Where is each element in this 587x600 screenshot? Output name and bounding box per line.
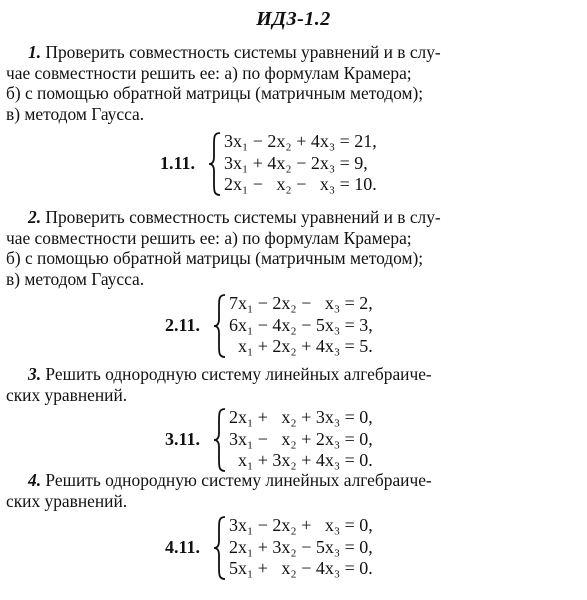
system-1-label: 1.11. <box>160 153 196 173</box>
system-4-equation-2: 2x₁ + 3x₂ − 5x₃ = 0, <box>229 536 373 557</box>
problem-3-line-2: ских уравнений. <box>6 384 128 405</box>
problem-2-line-1: Проверить совместность системы уравнений и в слу- <box>45 207 441 227</box>
problem-4-number: 4. <box>28 470 42 490</box>
left-brace-icon <box>213 407 227 473</box>
left-brace-icon <box>208 131 222 197</box>
problem-1-text <box>6 42 578 124</box>
problem-1-line-1: Проверить совместность системы уравнений и в слу- <box>45 42 441 62</box>
problem-2-line-4: в) методом Гаусса. <box>6 268 145 289</box>
left-brace-icon <box>213 515 227 581</box>
problem-2-number: 2. <box>28 207 42 227</box>
problem-4-text <box>6 470 578 511</box>
page-title: ИДЗ-1.2 <box>256 8 331 30</box>
system-4-11 <box>165 515 465 583</box>
system-3-11 <box>165 407 465 475</box>
problem-1-line-3: б) с помощью обратной матрицы (матричным методом); <box>6 83 424 103</box>
system-1-equation-1: 3x₁ − 2x₂ + 4x₃ = 21, <box>224 131 377 151</box>
problem-3-number: 3. <box>28 364 42 384</box>
system-4-label: 4.11. <box>165 537 201 557</box>
problem-3-text <box>6 364 578 405</box>
system-2-11 <box>165 293 465 361</box>
system-2-equation-1: 7x₁ − 2x₂ − x₃ = 2, <box>229 293 373 313</box>
system-3-equation-3: x₁ + 3x₂ + 4x₃ = 0. <box>229 450 373 470</box>
system-1-11 <box>160 131 460 199</box>
left-brace-icon <box>213 293 227 359</box>
system-2-equation-2: 6x₁ − 4x₂ − 5x₃ = 3, <box>229 314 373 335</box>
problem-4-line-1: Решить однородную систему линейных алгебраиче- <box>45 470 432 490</box>
system-3-label: 3.11. <box>165 429 201 449</box>
system-1-equation-3: 2x₁ − x₂ − x₃ = 10. <box>224 174 377 194</box>
system-2-equation-3: x₁ + 2x₂ + 4x₃ = 5. <box>229 336 373 356</box>
system-4-equation-3: 5x₁ + x₂ − 4x₃ = 0. <box>229 558 373 578</box>
problem-2-text <box>6 207 578 289</box>
problem-4-line-2: ских уравнений. <box>6 490 128 511</box>
system-4-equation-1: 3x₁ − 2x₂ + x₃ = 0, <box>229 515 373 535</box>
problem-3-line-1: Решить однородную систему линейных алгебраиче- <box>45 364 432 384</box>
problem-2-line-3: б) с помощью обратной матрицы (матричным методом); <box>6 248 424 268</box>
system-3-equation-1: 2x₁ + x₂ + 3x₃ = 0, <box>229 407 373 427</box>
problem-1-number: 1. <box>28 42 42 62</box>
system-2-label: 2.11. <box>165 315 201 335</box>
problem-2-line-2: чае совместности решить ее: а) по формулам Крамера; <box>6 227 412 248</box>
problem-1-line-2: чае совместности решить ее: а) по формулам Крамера; <box>6 62 412 83</box>
system-3-equation-2: 3x₁ − x₂ + 2x₃ = 0, <box>229 428 373 449</box>
problem-1-line-4: в) методом Гаусса. <box>6 103 145 124</box>
system-1-equation-2: 3x₁ + 4x₂ − 2x₃ = 9, <box>224 152 368 173</box>
